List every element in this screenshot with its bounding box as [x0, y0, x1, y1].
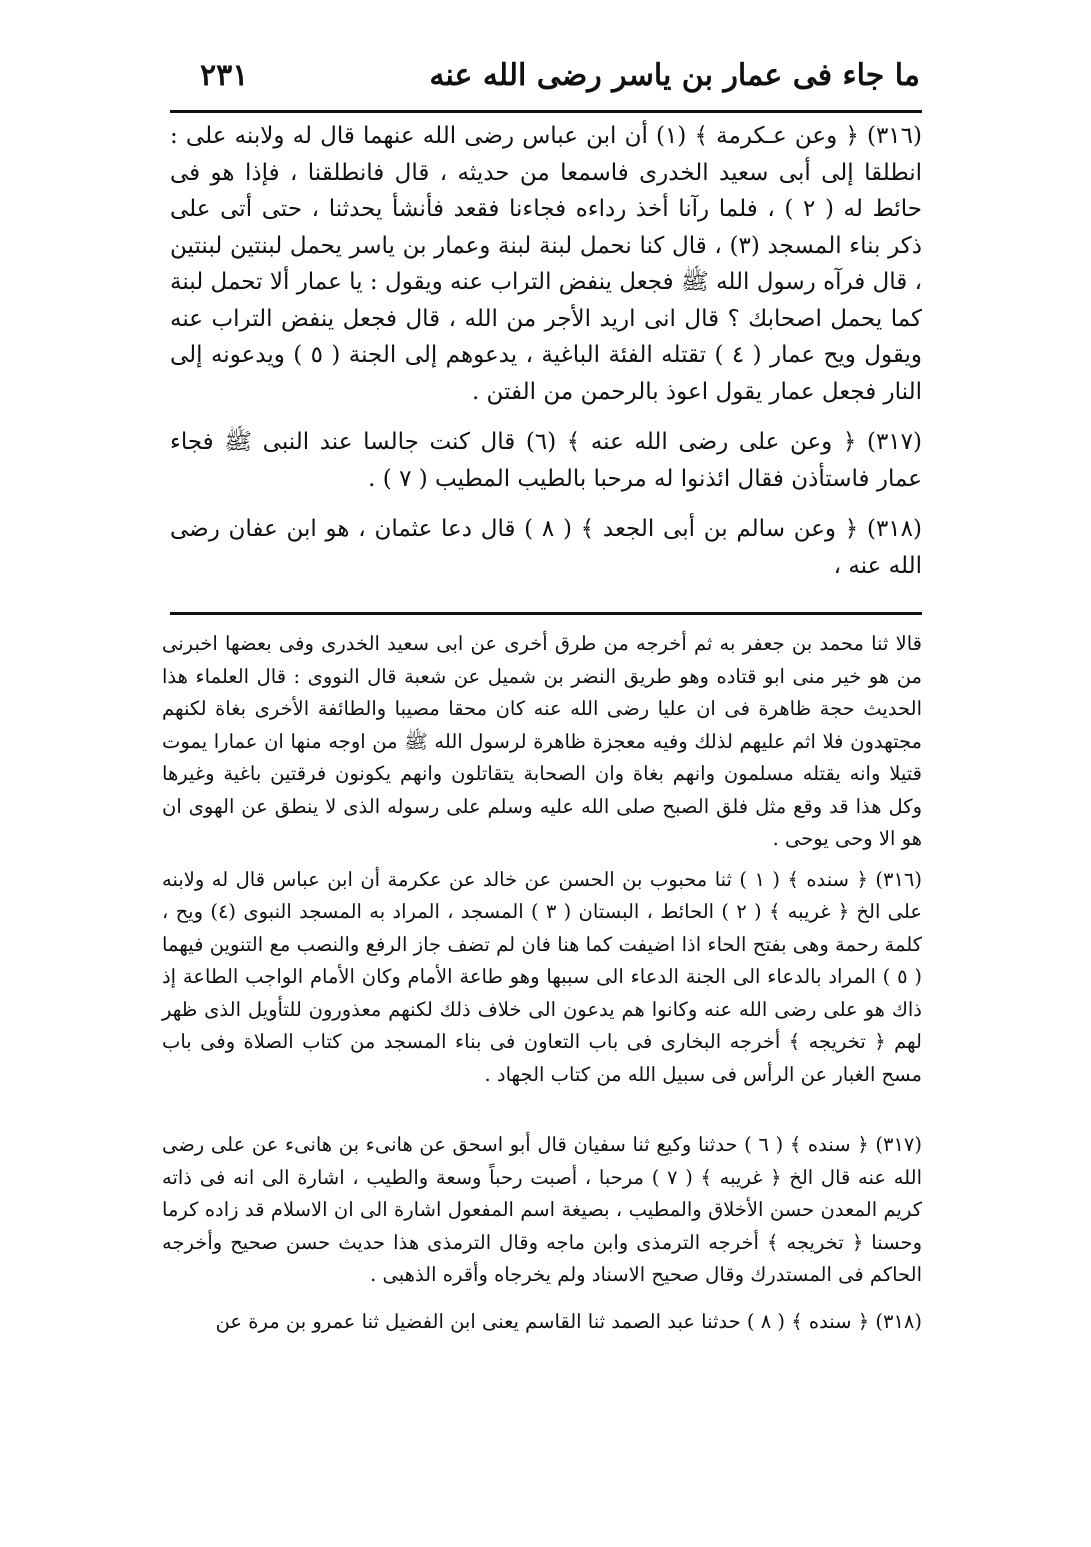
hadith-318: (٣١٨) ﴿ وعن سالم بن أبى الجعد ﴾ ( ٨ ) قال دعا عثمان ، هو ابن عفان رضى الله عنه ، [170, 516, 922, 579]
hadith-317: (٣١٧) ﴿ وعن على رضى الله عنه ﴾ (٦) قال كنت جالسا عند النبى ﷺ فجاء عمار فاستأذن فقال ائذنوا له مرحبا بالطيب المطيب ( ٧ ) . [170, 429, 922, 492]
footnote-317: (٣١٧) ﴿ سنده ﴾ ( ٦ ) حدثنا وكيع ثنا سفيان قال أبو اسحق عن هانىء بن هانىء عن على رضى الله عنه قال الخ ﴿ غريبه ﴾ ( ٧ ) مرحبا ، أصبت رحباً وسعة والطيب ، اشارة الى انه فى ذاته كريم المعدن حسن الأخلاق والمطيب ، بصيغة اسم المفعول اشارة الى ان الاسلام قد زاده كرما وحسنا ﴿ تخريجه ﴾ أخرجه الترمذى وابن ماجه وقال الترمذى هذا حديث حسن صحيح وأخرجه الحاكم فى المستدرك وقال صحيح الاسناد ولم يخرجاه وأقره الذهبى . [162, 1133, 922, 1286]
page-header [160, 52, 920, 104]
hadith-316: (٣١٦) ﴿ وعن عـكرمة ﴾ (١) أن ابن عباس رضى الله عنهما قال له ولابنه على : انطلقا إلى أبى سعيد الخدرى فاسمعا من حديثه ، قال فانطلقنا ، فإذا هو فى حائط له ( ٢ ) ، فلما رآنا أخذ رداءه فجاءنا فقعد فأنشأ يحدثنا ، حتى أتى على ذكر بناء المسجد (٣) ، قال كنا نحمل لبنة لبنة وعمار بن ياسر يحمل لبنتين لبنتين ، قال فرآه رسول الله ﷺ فجعل ينفض التراب عنه ويقول : يا عمار ألا تحمل لبنة كما يحمل اصحابك ؟ قال انى اريد الأجر من الله ، قال فجعل ينفض التراب عنه ويقول ويح عمار ( ٤ ) تقتله الفئة الباغية ، يدعوهم إلى الجنة ( ٥ ) ويدعونه إلى النار فجعل عمار يقول اعوذ بالرحمن من الفتن . [170, 123, 923, 405]
footnote-316: (٣١٦) ﴿ سنده ﴾ ( ١ ) ثنا محبوب بن الحسن عن خالد عن عكرمة أن ابن عباس قال له ولابنه على الخ ﴿ غريبه ﴾ ( ٢ ) الحائط ، البستان ( ٣ ) المسجد ، المراد به المسجد النبوى (٤) ويح ، كلمة رحمة وهى بفتح الحاء اذا اضيفت كما هنا فان لم تضف جاز الرفع والنصب مع التنوين فيهما ( ٥ ) المراد بالدعاء الى الجنة الدعاء الى سببها وهو طاعة الأمام وكان الأمام الواجب الطاعة إذ ذاك هو على رضى الله عنه وكانوا هم يدعون الى خلاف ذلك لكنهم معذورون للتأويل الذى ظهر لهم ﴿ تخريجه ﴾ أخرجه البخارى فى باب التعاون فى بناء المسجد من كتاب الصلاة وفى باب مسح الغبار عن الرأس فى سبيل الله من كتاب الجهاد . [162, 867, 923, 1086]
footnote-continued: قالا ثنا محمد بن جعفر به ثم أخرجه من طرق أخرى عن ابى سعيد الخدرى وفى بعضها اخبرنى من هو خير منى ابو قتاده وهو طريق النضر بن شميل عن شعبة قال النووى : قال العلماء هذا الحديث حجة ظاهرة فى ان عليا رضى الله عنه كان محقا مصيبا والطائفة الأخرى بغاة لكنهم مجتهدون فلا اثم عليهم لذلك وفيه معجزة ظاهرة لرسول الله ﷺ من اوجه منها ان عمارا يموت قتيلا وانه يقتله مسلمون وانهم بغاة وان الصحابة يتقاتلون وانهم يكونون فرقتين باغية وغيرها وكل هذا قد وقع مثل فلق الصبح صلى الله عليه وسلم على رسوله الذى لا ينطق عن الهوى ان هو الا وحى يوحى . [162, 632, 922, 850]
header-divider [170, 110, 922, 113]
footnotes [162, 628, 922, 1338]
main-text [170, 118, 922, 584]
footnote-318: (٣١٨) ﴿ سنده ﴾ ( ٨ ) حدثنا عبد الصمد ثنا القاسم يعنى ابن الفضيل ثنا عمرو بن مرة عن [215, 1309, 922, 1333]
running-title: ما جاء فى عمار بن ياسر رضى الله عنه [429, 58, 920, 93]
footnote-divider [170, 612, 922, 615]
page-number: ٢٣١ [200, 58, 249, 93]
